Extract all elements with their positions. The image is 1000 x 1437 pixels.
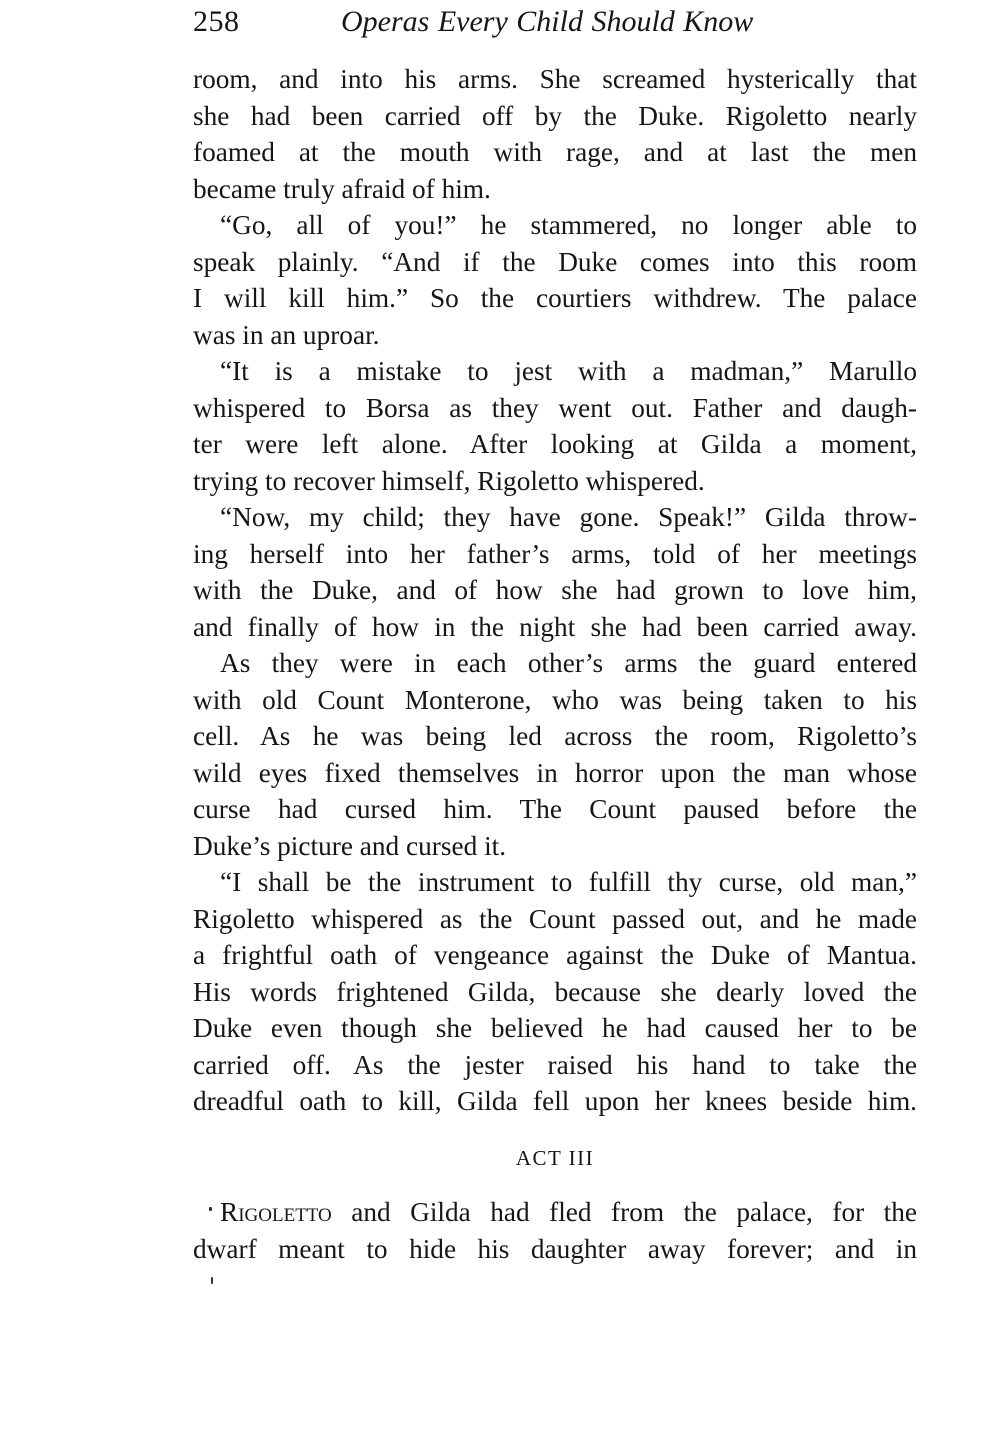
text-line: Duke’s picture and cursed it. bbox=[193, 830, 507, 861]
running-head bbox=[193, 2, 920, 42]
text-line: “Now, my child; they have gone. Speak!” Gilda throw- bbox=[220, 502, 917, 532]
text-line: curse had cursed him. The Count paused before the bbox=[193, 794, 917, 824]
paragraph bbox=[193, 61, 917, 207]
print-speck bbox=[209, 1207, 212, 1211]
text-line: trying to recover himself, Rigoletto whispered. bbox=[193, 465, 705, 496]
text-line: “Go, all of you!” he stammered, no longer able to bbox=[220, 210, 917, 240]
text-line: dwarf meant to hide his daughter away forever; and in bbox=[193, 1233, 917, 1264]
text-line: ter were left alone. After looking at Gilda a moment, bbox=[193, 429, 917, 459]
page-number: 258 bbox=[193, 5, 240, 38]
print-speck bbox=[211, 1277, 213, 1284]
text-line: with the Duke, and of how she had grown to love him, bbox=[193, 575, 917, 605]
text-line: whispered to Borsa as they went out. Father and daugh- bbox=[193, 392, 917, 423]
act-heading: ACT III bbox=[515, 1146, 595, 1170]
text-line: became truly afraid of him. bbox=[193, 173, 491, 204]
text-line: Duke even though she believed he had caused her to be bbox=[193, 1013, 917, 1043]
text-line: a frightful oath of vengeance against the Duke of Mantua. bbox=[193, 940, 917, 970]
text-line: carried off. As the jester raised his hand to take the bbox=[193, 1049, 917, 1080]
text-line: As they were in each other’s arms the guard entered bbox=[220, 648, 917, 678]
text-line: Rigoletto whispered as the Count passed out, and he made bbox=[193, 903, 917, 934]
text-line: cell. As he was being led across the room, Rigoletto’s bbox=[193, 721, 917, 751]
act-paragraph bbox=[193, 1194, 917, 1267]
text-line: and finally of how in the night she had been carried away. bbox=[193, 611, 917, 642]
paragraph bbox=[193, 353, 917, 499]
paragraph bbox=[193, 499, 917, 645]
text-line: dreadful oath to kill, Gilda fell upon her knees beside him. bbox=[193, 1086, 917, 1116]
text-line: His words frightened Gilda, because she dearly loved the bbox=[193, 976, 917, 1007]
text-line: wild eyes fixed themselves in horror upon the man whose bbox=[193, 757, 917, 788]
body-text bbox=[193, 61, 917, 1120]
smallcaps-name: Rigoletto bbox=[220, 1197, 332, 1227]
text-line: she had been carried off by the Duke. Rigoletto nearly bbox=[193, 100, 917, 131]
text-line: “I shall be the instrument to fulfill thy curse, old man,” bbox=[220, 867, 917, 897]
text-line: room, and into his arms. She screamed hysterically that bbox=[193, 64, 917, 94]
text-line: “It is a mistake to jest with a madman,” Marullo bbox=[220, 356, 917, 386]
line-continuation: and Gilda had fled from the palace, for the bbox=[331, 1197, 917, 1227]
text-line: speak plainly. “And if the Duke comes into this room bbox=[193, 246, 917, 277]
paragraph bbox=[193, 864, 917, 1120]
paragraph bbox=[193, 645, 917, 864]
text-line bbox=[193, 1194, 917, 1231]
text-line: with old Count Monterone, who was being taken to his bbox=[193, 684, 917, 715]
text-line: foamed at the mouth with rage, and at last the men bbox=[193, 137, 917, 167]
book-title: Operas Every Child Should Know bbox=[341, 5, 754, 38]
text-line: I will kill him.” So the courtiers withdrew. The palace bbox=[193, 283, 917, 313]
text-line: was in an uproar. bbox=[193, 319, 380, 350]
paragraph bbox=[193, 207, 917, 353]
text-line: ing herself into her father’s arms, told of her meetings bbox=[193, 538, 917, 569]
